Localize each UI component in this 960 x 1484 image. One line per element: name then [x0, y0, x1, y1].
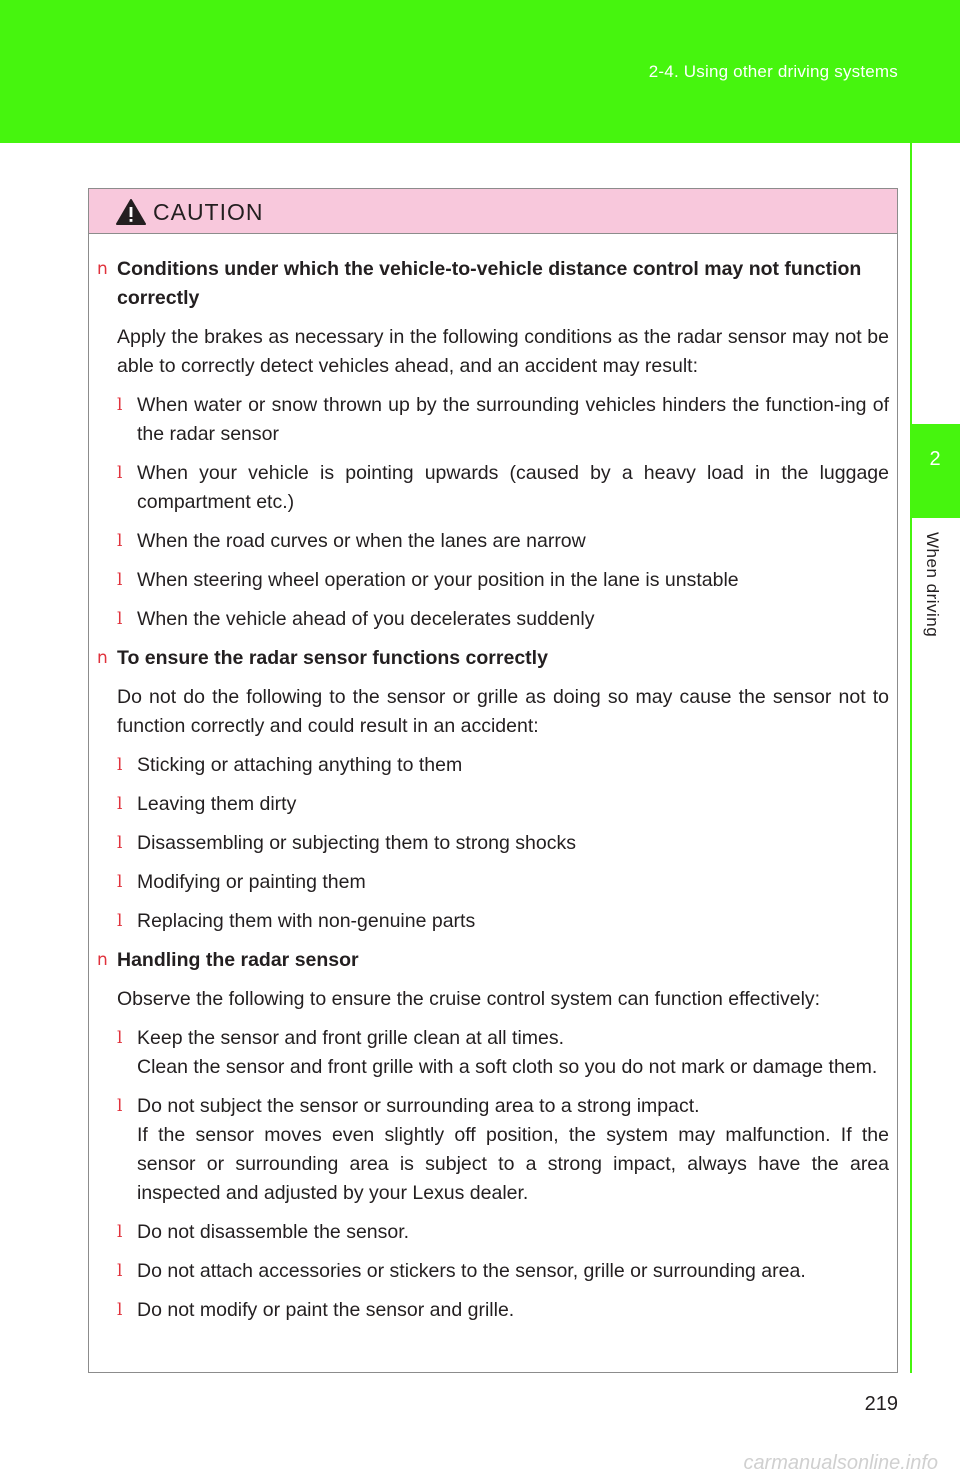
list-item-text: Sticking or attaching anything to them: [137, 754, 463, 776]
list-item-text: Modifying or painting them: [137, 871, 366, 893]
section-paragraph: Apply the brakes as necessary in the following conditions as the radar sensor may not be able to correctly detect vehicles ahead, and an accident may result:: [117, 326, 889, 377]
list-item-text: When steering wheel operation or your position in the lane is unstable: [137, 569, 739, 591]
list-item: [117, 391, 889, 449]
section-paragraph: Observe the following to ensure the cruise control system can function effectively:: [117, 988, 821, 1010]
list-item: [117, 459, 889, 517]
list-item: [117, 751, 889, 780]
list-item-text: Do not subject the sensor or surrounding area to a strong impact.: [137, 1095, 700, 1117]
list-item: [117, 1092, 889, 1208]
section-heading: [97, 946, 889, 975]
list-item-text: Disassembling or subjecting them to strong shocks: [137, 832, 576, 854]
list-bullet-icon: l: [117, 609, 123, 629]
list-item-text: Clean the sensor and front grille with a soft cloth so you do not mark or damage them.: [137, 1056, 878, 1078]
section-heading-text: Handling the radar sensor: [117, 949, 359, 971]
section-heading: [97, 644, 889, 673]
list-bullet-icon: l: [117, 395, 123, 415]
list-bullet-icon: l: [117, 1261, 123, 1281]
section-heading-text: To ensure the radar sensor functions correctly: [117, 647, 548, 669]
list-item-text: When water or snow thrown up by the surrounding vehicles hinders the function-ing of the radar sensor: [137, 394, 889, 445]
section-title: 2-4. Using other driving systems: [648, 62, 898, 81]
list-bullet-icon: l: [117, 1028, 123, 1048]
list-item: [117, 907, 889, 936]
list-item-text: Leaving them dirty: [137, 793, 297, 815]
section-paragraph: Do not do the following to the sensor or grille as doing so may cause the sensor not to function correctly and could result in an accident:: [117, 686, 889, 737]
caution-box: [88, 188, 898, 1373]
list-bullet-icon: l: [117, 911, 123, 931]
list-bullet-icon: l: [117, 1222, 123, 1242]
caution-body: [89, 233, 897, 1325]
list-item-text: Do not disassemble the sensor.: [137, 1221, 410, 1243]
list-item: [117, 868, 889, 897]
list-item-text: When your vehicle is pointing upwards (caused by a heavy load in the luggage compartment etc.): [137, 462, 889, 513]
page-number: 219: [864, 1393, 898, 1415]
chapter-label: When driving: [923, 532, 942, 638]
section-bullet-icon: n: [97, 950, 108, 970]
list-bullet-icon: l: [117, 531, 123, 551]
section-heading-text: Conditions under which the vehicle-to-vehicle distance control may not function correctly: [117, 258, 862, 309]
list-item-text: Do not modify or paint the sensor and grille.: [137, 1299, 515, 1321]
caution-section: [89, 946, 897, 1325]
chapter-tab[interactable]: [910, 424, 960, 518]
caution-header: [89, 189, 897, 234]
list-item-text: Do not attach accessories or stickers to the sensor, grille or surrounding area.: [137, 1260, 806, 1282]
section-bullet-icon: n: [97, 648, 108, 668]
list-item-text: Keep the sensor and front grille clean at all times.: [137, 1027, 565, 1049]
section-heading: [97, 255, 889, 313]
list-item: [117, 1024, 889, 1082]
list-item-text: When the road curves or when the lanes are narrow: [137, 530, 586, 552]
list-bullet-icon: l: [117, 1096, 123, 1116]
side-divider: [910, 143, 912, 1373]
list-bullet-icon: l: [117, 833, 123, 853]
list-item-text: If the sensor moves even slightly off position, the system may malfunction. If the sensor or surrounding area is subject to a strong impact, always have the area inspected and adjusted by your Lexus dealer.: [137, 1124, 889, 1204]
list-bullet-icon: l: [117, 570, 123, 590]
caution-section: [89, 255, 897, 634]
list-item: [117, 829, 889, 858]
list-item: [117, 527, 889, 556]
list-item: [117, 566, 889, 595]
caution-section: [89, 644, 897, 936]
header-bar: [0, 0, 960, 143]
warning-triangle-icon: [115, 198, 147, 226]
list-item: [117, 1257, 889, 1286]
list-item: [117, 1296, 889, 1325]
list-bullet-icon: l: [117, 794, 123, 814]
list-bullet-icon: l: [117, 1300, 123, 1320]
list-item-text: Replacing them with non-genuine parts: [137, 910, 476, 932]
list-bullet-icon: l: [117, 755, 123, 775]
chapter-number: 2: [929, 448, 941, 470]
watermark: carmanualsonline.info: [743, 1452, 938, 1474]
list-item: [117, 605, 889, 634]
list-item: [117, 790, 889, 819]
caution-title: CAUTION: [153, 199, 264, 225]
section-bullet-icon: n: [97, 259, 108, 279]
list-bullet-icon: l: [117, 463, 123, 483]
list-bullet-icon: l: [117, 872, 123, 892]
list-item: [117, 1218, 889, 1247]
list-item-text: When the vehicle ahead of you decelerates suddenly: [137, 608, 595, 630]
